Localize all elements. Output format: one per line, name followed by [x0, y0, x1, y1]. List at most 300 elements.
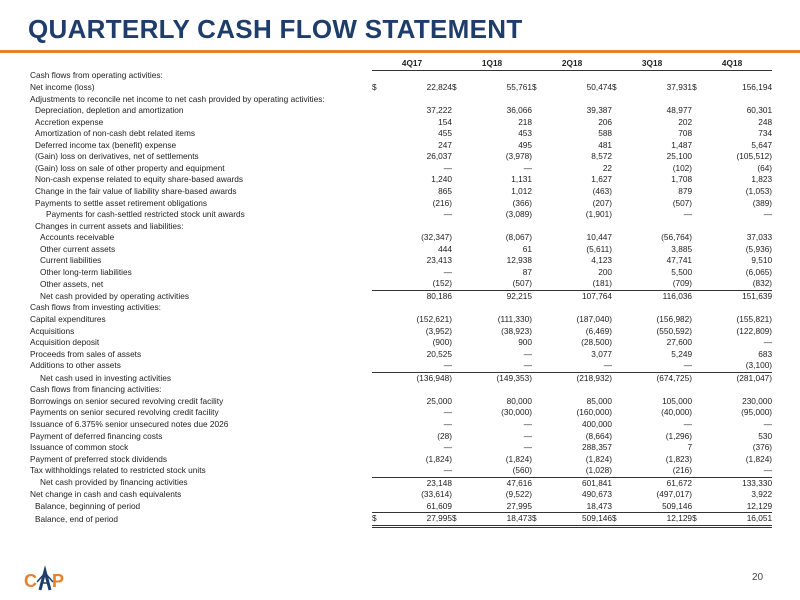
currency-cell	[372, 372, 384, 384]
value-cell: 200	[598, 266, 613, 277]
value-cell: 5,647	[751, 139, 773, 150]
currency-cell	[692, 419, 704, 431]
currency-cell	[532, 140, 544, 152]
value-cell: 206	[598, 116, 613, 127]
table-row	[30, 337, 772, 349]
currency-cell	[612, 407, 624, 419]
currency-cell	[692, 326, 704, 338]
currency-cell	[612, 360, 624, 372]
row-label: Current liabilities	[40, 255, 102, 266]
value-cell: 20,525	[426, 348, 453, 359]
period-header: 2Q18	[532, 58, 612, 70]
currency-cell	[532, 465, 544, 477]
currency-cell	[452, 232, 464, 244]
value-cell: (900)	[432, 337, 453, 348]
value-cell: 202	[678, 116, 693, 127]
value-cell: 22,824	[426, 82, 453, 93]
value-cell: 400,000	[582, 418, 613, 429]
row-label: Other current assets	[40, 243, 116, 254]
value-cell: 26,037	[426, 151, 453, 162]
value-cell	[464, 302, 532, 314]
currency-cell	[452, 407, 464, 419]
value-cell: (507)	[512, 278, 533, 289]
currency-cell	[692, 151, 704, 163]
value-cell: 588	[598, 128, 613, 139]
table-row	[30, 82, 772, 94]
currency-cell	[692, 302, 704, 314]
row-label: Issuance of common stock	[30, 442, 129, 453]
currency-cell	[372, 465, 384, 477]
currency-cell	[692, 465, 704, 477]
value-cell: 22	[602, 162, 613, 173]
value-cell	[464, 70, 532, 82]
value-cell: 1,627	[591, 174, 613, 185]
table-row	[30, 454, 772, 466]
currency-cell	[612, 198, 624, 210]
value-cell: 455	[438, 128, 453, 139]
currency-cell	[452, 278, 464, 290]
currency-cell	[692, 431, 704, 443]
value-cell: 3,885	[671, 243, 693, 254]
currency-cell	[372, 454, 384, 466]
currency-cell	[692, 255, 704, 267]
currency-cell	[372, 255, 384, 267]
value-cell	[704, 302, 772, 314]
row-label: Issuance of 6.375% senior unsecured notes due 2026	[30, 418, 229, 429]
value-cell: —	[603, 360, 613, 371]
value-cell: (33,614)	[421, 489, 453, 500]
value-cell: 1,487	[671, 139, 693, 150]
value-cell	[464, 94, 532, 106]
value-cell: 4,123	[591, 255, 613, 266]
value-cell	[384, 70, 452, 82]
value-cell: (3,978)	[505, 151, 533, 162]
currency-symbol: $	[612, 82, 617, 93]
value-cell: (1,823)	[665, 453, 693, 464]
currency-cell	[532, 278, 544, 290]
currency-symbol: $	[452, 513, 464, 527]
value-cell: (216)	[432, 197, 453, 208]
value-cell: (1,028)	[585, 465, 613, 476]
value-cell	[624, 384, 692, 396]
value-cell: 85,000	[586, 395, 613, 406]
currency-cell	[532, 70, 544, 82]
currency-cell	[612, 372, 624, 384]
table-row	[30, 396, 772, 408]
value-cell: (497,017)	[656, 489, 693, 500]
value-cell: —	[523, 430, 533, 441]
currency-cell	[612, 290, 624, 302]
currency-cell	[692, 140, 704, 152]
currency-cell	[612, 314, 624, 326]
value-cell: (56,764)	[661, 232, 693, 243]
currency-cell	[612, 174, 624, 186]
value-cell: 47,616	[464, 477, 532, 489]
currency-cell	[532, 431, 544, 443]
currency-cell	[452, 174, 464, 186]
value-cell: (152,621)	[416, 314, 453, 325]
value-cell: 1,823	[751, 174, 773, 185]
currency-cell	[452, 454, 464, 466]
row-label: Payments for cash-settled restricted stock unit awards	[46, 209, 245, 220]
currency-cell	[452, 209, 464, 221]
currency-cell	[372, 163, 384, 175]
currency-cell	[692, 290, 704, 302]
table-row	[30, 314, 772, 326]
currency-symbol: $	[612, 513, 624, 527]
currency-cell	[612, 244, 624, 256]
currency-cell	[372, 209, 384, 221]
currency-cell	[452, 442, 464, 454]
value-cell: 25,100	[666, 151, 693, 162]
row-label: Additions to other assets	[30, 360, 121, 371]
value-cell	[464, 221, 532, 233]
value-cell: (28,500)	[581, 337, 613, 348]
value-cell: —	[523, 360, 533, 371]
currency-cell	[532, 151, 544, 163]
currency-cell	[532, 314, 544, 326]
currency-cell	[692, 70, 704, 82]
value-cell: (216)	[672, 465, 693, 476]
currency-cell	[692, 501, 704, 513]
table-row	[30, 209, 772, 221]
currency-cell	[692, 267, 704, 279]
row-label: Cash flows from financing activities:	[30, 384, 162, 395]
currency-cell	[372, 384, 384, 396]
currency-cell	[372, 396, 384, 408]
currency-cell	[612, 396, 624, 408]
value-cell	[384, 384, 452, 396]
currency-cell	[452, 360, 464, 372]
currency-cell	[372, 221, 384, 233]
currency-cell	[692, 407, 704, 419]
currency-symbol: $	[692, 82, 697, 93]
value-cell: 27,995	[384, 513, 452, 527]
value-cell: 27,995	[506, 500, 533, 511]
currency-cell	[372, 151, 384, 163]
currency-cell	[612, 501, 624, 513]
value-cell: 12,938	[506, 255, 533, 266]
currency-cell	[452, 128, 464, 140]
table-row	[30, 384, 772, 396]
currency-cell	[692, 163, 704, 175]
row-label: Net income (loss)	[30, 82, 95, 93]
currency-cell	[452, 384, 464, 396]
currency-cell	[452, 465, 464, 477]
value-cell: —	[683, 360, 693, 371]
currency-cell	[532, 94, 544, 106]
value-cell: 509,146	[544, 513, 612, 527]
period-header: 4Q17	[372, 58, 452, 70]
value-cell: 61,609	[426, 500, 453, 511]
row-label: Net cash used in investing activities	[40, 372, 171, 383]
currency-cell	[612, 442, 624, 454]
value-cell: 87	[522, 266, 533, 277]
value-cell: —	[763, 418, 773, 429]
currency-cell	[532, 290, 544, 302]
row-label: Other assets, net	[40, 278, 104, 289]
cap-logo	[22, 565, 68, 595]
currency-cell	[692, 128, 704, 140]
value-cell: 1,708	[671, 174, 693, 185]
currency-cell	[452, 198, 464, 210]
table-row	[30, 372, 772, 384]
value-cell: (95,000)	[741, 407, 773, 418]
value-cell: 1,131	[511, 174, 533, 185]
currency-cell	[612, 302, 624, 314]
currency-cell	[692, 384, 704, 396]
value-cell: (187,040)	[576, 314, 613, 325]
value-cell: 80,186	[384, 290, 452, 302]
value-cell	[624, 302, 692, 314]
value-cell	[624, 221, 692, 233]
table-row	[30, 360, 772, 372]
value-cell: (5,611)	[586, 243, 613, 254]
row-label: Proceeds from sales of assets	[30, 348, 142, 359]
row-label: Acquisitions	[30, 325, 75, 336]
currency-cell	[452, 267, 464, 279]
value-cell: 116,036	[624, 290, 692, 302]
currency-cell	[532, 396, 544, 408]
currency-cell	[372, 419, 384, 431]
value-cell: 133,330	[704, 477, 772, 489]
currency-cell	[612, 465, 624, 477]
table-row	[30, 477, 772, 489]
table-row	[30, 128, 772, 140]
value-cell: 61,672	[624, 477, 692, 489]
row-label: Accounts receivable	[40, 232, 115, 243]
table-row	[30, 244, 772, 256]
value-cell: (9,522)	[505, 489, 533, 500]
currency-cell	[372, 477, 384, 489]
currency-symbol: $	[692, 513, 704, 527]
value-cell: (550,592)	[656, 325, 693, 336]
value-cell: 230,000	[742, 395, 773, 406]
value-cell: 23,148	[384, 477, 452, 489]
currency-cell	[372, 70, 384, 82]
period-header: 1Q18	[452, 58, 532, 70]
currency-cell	[372, 302, 384, 314]
value-cell: —	[523, 418, 533, 429]
value-cell: 8,572	[591, 151, 613, 162]
value-cell: (5,936)	[745, 243, 773, 254]
table-row	[30, 349, 772, 361]
currency-cell	[452, 477, 464, 489]
currency-cell	[372, 117, 384, 129]
table-row	[30, 267, 772, 279]
value-cell	[704, 384, 772, 396]
currency-cell	[372, 267, 384, 279]
row-label: Balance, end of period	[35, 513, 119, 524]
currency-cell	[532, 117, 544, 129]
row-label: Non-cash expense related to equity share-based awards	[35, 174, 244, 185]
table-row	[30, 326, 772, 338]
value-cell: (1,824)	[425, 453, 453, 464]
value-cell: 734	[758, 128, 773, 139]
value-cell: —	[443, 266, 453, 277]
page-number: 20	[752, 572, 764, 583]
row-label: Capital expenditures	[30, 314, 106, 325]
row-label: Accretion expense	[35, 116, 104, 127]
value-cell: (1,901)	[585, 209, 613, 220]
currency-cell	[612, 337, 624, 349]
value-cell	[704, 94, 772, 106]
currency-cell	[532, 186, 544, 198]
value-cell	[384, 94, 452, 106]
value-cell: 288,357	[582, 442, 613, 453]
value-cell: (155,821)	[736, 314, 773, 325]
row-label: Cash flows from investing activities:	[30, 302, 161, 313]
currency-cell	[692, 186, 704, 198]
currency-cell	[532, 419, 544, 431]
currency-cell	[372, 290, 384, 302]
currency-cell	[612, 384, 624, 396]
value-cell: 444	[438, 243, 453, 254]
currency-cell	[372, 407, 384, 419]
value-cell: 48,977	[666, 105, 693, 116]
currency-cell	[532, 477, 544, 489]
row-label: Deferred income tax (benefit) expense	[35, 139, 177, 150]
value-cell: (64)	[757, 162, 773, 173]
value-cell: 18,473	[464, 513, 532, 527]
value-cell: (1,053)	[745, 186, 773, 197]
cash-flow-table	[30, 58, 772, 528]
value-cell: (218,932)	[544, 372, 612, 384]
value-cell: (122,809)	[736, 325, 773, 336]
table-row	[30, 442, 772, 454]
table-row	[30, 290, 772, 302]
currency-cell	[532, 454, 544, 466]
table-row	[30, 489, 772, 501]
period-header: 3Q18	[612, 58, 692, 70]
currency-cell	[372, 489, 384, 501]
value-cell: (376)	[752, 442, 773, 453]
currency-cell	[372, 360, 384, 372]
value-cell: —	[683, 418, 693, 429]
currency-cell	[692, 198, 704, 210]
value-cell: (709)	[672, 278, 693, 289]
value-cell: (3,952)	[425, 325, 453, 336]
row-label: Amortization of non-cash debt related items	[35, 128, 196, 139]
currency-cell	[452, 140, 464, 152]
currency-cell	[612, 221, 624, 233]
value-cell: (111,330)	[497, 314, 533, 325]
value-cell: —	[443, 162, 453, 173]
currency-cell	[692, 232, 704, 244]
currency-cell	[612, 489, 624, 501]
value-cell: (832)	[752, 278, 773, 289]
currency-cell	[612, 128, 624, 140]
currency-cell	[372, 128, 384, 140]
value-cell: 25,000	[426, 395, 453, 406]
value-cell: 248	[758, 116, 773, 127]
row-label: Balance, beginning of period	[35, 501, 141, 512]
currency-cell	[692, 278, 704, 290]
value-cell: —	[443, 209, 453, 220]
currency-symbol: $	[532, 513, 544, 527]
currency-cell	[452, 117, 464, 129]
currency-cell	[452, 419, 464, 431]
table-row	[30, 117, 772, 129]
currency-cell	[532, 198, 544, 210]
currency-cell	[452, 151, 464, 163]
table-row	[30, 198, 772, 210]
currency-cell	[692, 477, 704, 489]
value-cell: 509,146	[662, 500, 693, 511]
currency-cell	[692, 117, 704, 129]
svg-text:C: C	[24, 571, 37, 591]
value-cell: —	[443, 407, 453, 418]
value-cell	[544, 221, 612, 233]
period-header-row	[30, 58, 772, 70]
title-underline	[0, 50, 800, 53]
value-cell: —	[443, 442, 453, 453]
currency-cell	[532, 163, 544, 175]
currency-symbol: $	[452, 82, 457, 93]
value-cell: 683	[758, 348, 773, 359]
currency-cell	[532, 442, 544, 454]
currency-cell	[612, 94, 624, 106]
value-cell: —	[443, 360, 453, 371]
currency-cell	[532, 337, 544, 349]
table-row	[30, 513, 772, 527]
value-cell: (160,000)	[576, 407, 613, 418]
currency-cell	[452, 105, 464, 117]
row-label: (Gain) loss on derivatives, net of settlements	[35, 151, 199, 162]
value-cell: 80,000	[506, 395, 533, 406]
svg-text:P: P	[52, 571, 65, 591]
currency-cell	[372, 278, 384, 290]
currency-cell	[532, 232, 544, 244]
currency-cell	[612, 349, 624, 361]
currency-cell	[372, 105, 384, 117]
value-cell	[384, 302, 452, 314]
currency-cell	[692, 337, 704, 349]
value-cell: (560)	[512, 465, 533, 476]
currency-cell	[612, 419, 624, 431]
value-cell: 708	[678, 128, 693, 139]
currency-cell	[612, 477, 624, 489]
row-label: Adjustments to reconcile net income to net cash provided by operating activities:	[30, 93, 325, 104]
value-cell: 12,129	[624, 513, 692, 527]
currency-cell	[452, 431, 464, 443]
currency-cell	[452, 94, 464, 106]
currency-cell	[692, 314, 704, 326]
value-cell: 105,000	[662, 395, 693, 406]
value-cell: 865	[438, 186, 453, 197]
currency-cell	[452, 255, 464, 267]
table-row	[30, 501, 772, 513]
table-row	[30, 407, 772, 419]
value-cell: (102)	[672, 162, 693, 173]
table-row	[30, 186, 772, 198]
value-cell	[544, 302, 612, 314]
value-cell: 530	[758, 430, 773, 441]
currency-symbol: $	[532, 82, 537, 93]
currency-cell	[372, 94, 384, 106]
currency-cell	[372, 501, 384, 513]
currency-cell	[372, 314, 384, 326]
currency-cell	[532, 244, 544, 256]
currency-cell	[532, 221, 544, 233]
currency-cell	[452, 349, 464, 361]
currency-cell	[692, 209, 704, 221]
table-row	[30, 174, 772, 186]
value-cell: —	[523, 442, 533, 453]
value-cell: (8,664)	[585, 430, 613, 441]
currency-cell	[532, 105, 544, 117]
value-cell: (149,353)	[464, 372, 532, 384]
